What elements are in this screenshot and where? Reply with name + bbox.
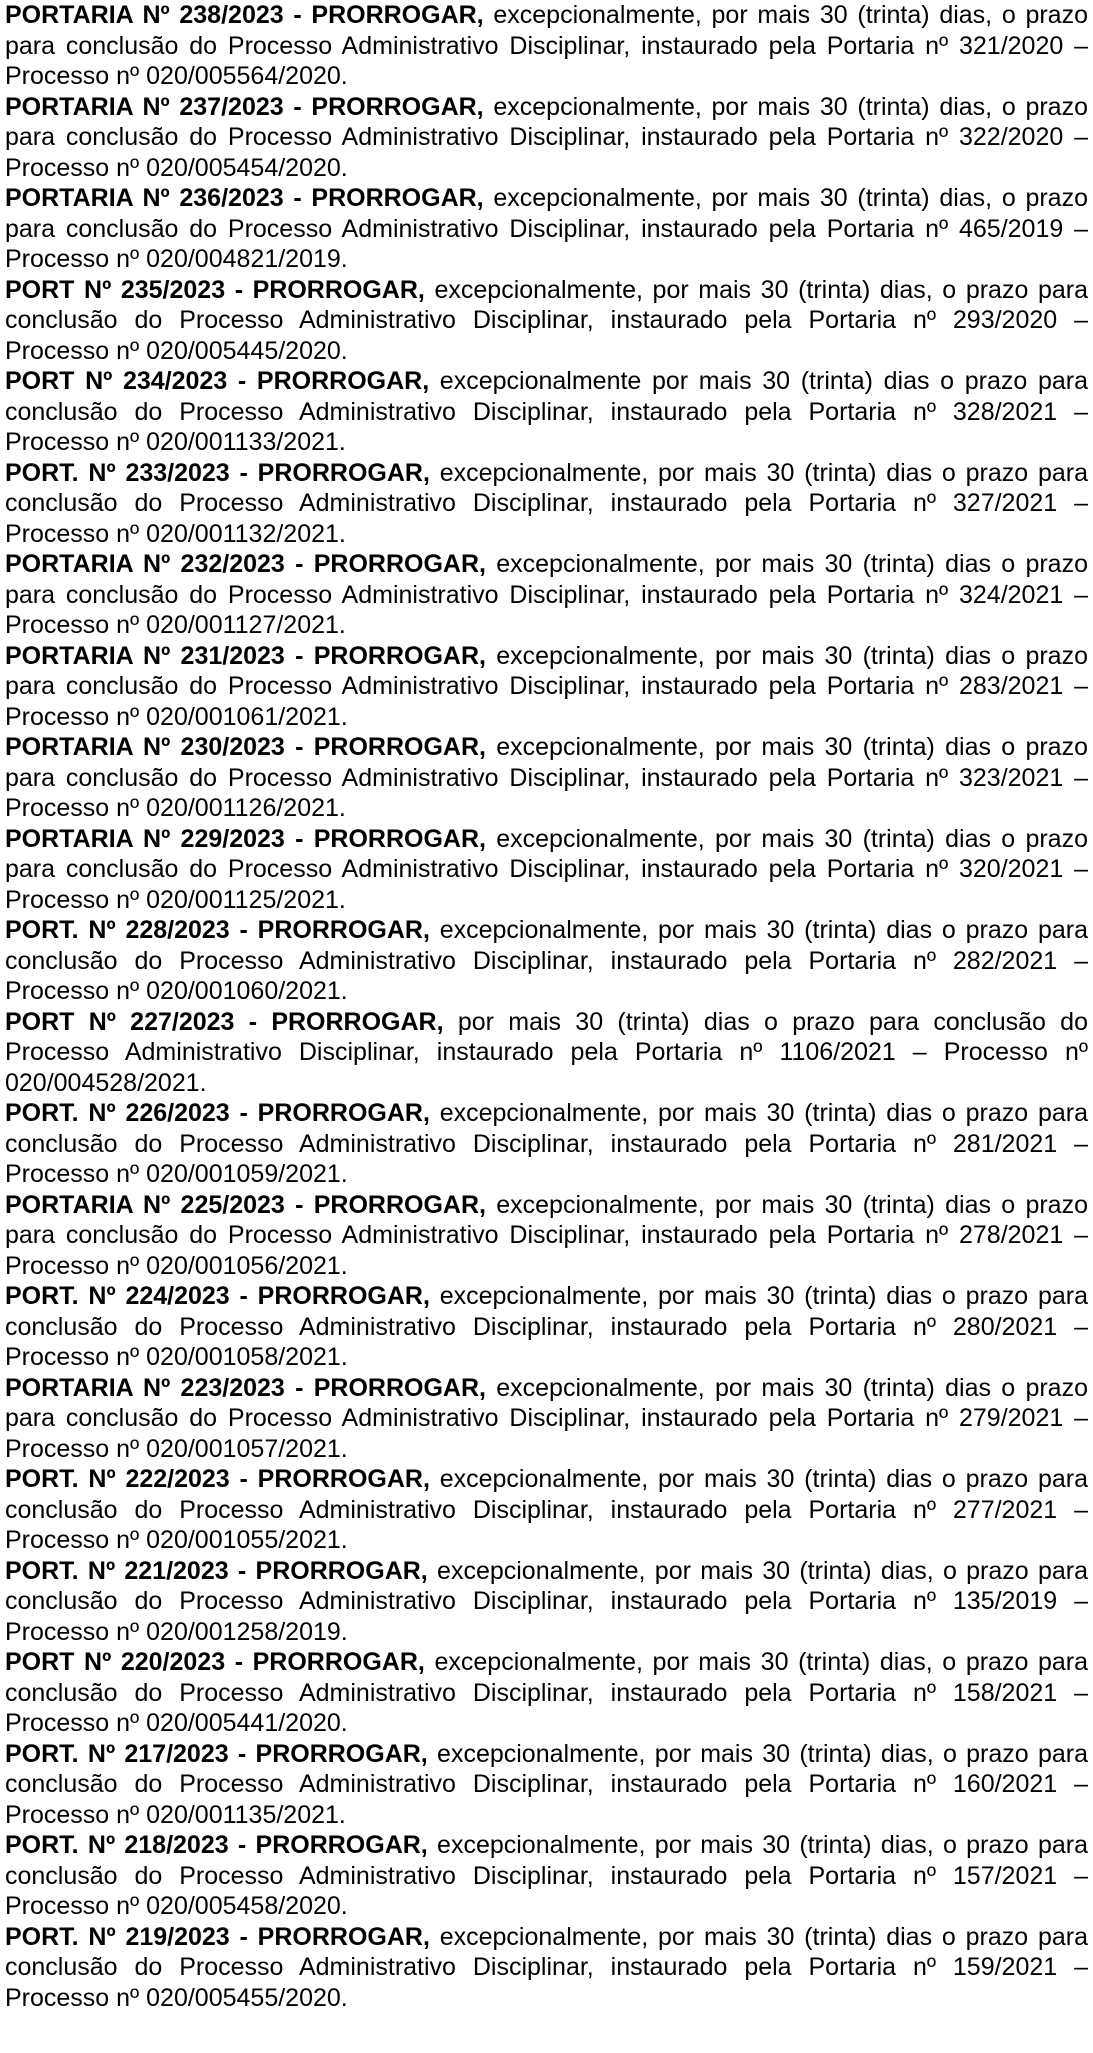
portaria-entry [5,1556,1088,1648]
portaria-body: excepcionalmente, por mais 30 (trinta) dias o prazo para conclusão do Processo Administrativo Disciplinar, instaurado pela Portaria nº 324/2021 – Processo nº 020/001127/2021. [5,550,1088,639]
portaria-body: excepcionalmente, por mais 30 (trinta) dias, o prazo para conclusão do Processo Administrativo Disciplinar, instaurado pela Portaria nº 321/2020 – Processo nº 020/005564/2020. [5,1,1088,90]
portaria-entry [5,1373,1088,1465]
portaria-body: excepcionalmente, por mais 30 (trinta) dias o prazo para conclusão do Processo Administrativo Disciplinar, instaurado pela Portaria nº 280/2021 – Processo nº 020/001058/2021. [5,1282,1089,1371]
portaria-title: PORT Nº 227/2023 - PRORROGAR, [5,1007,444,1036]
portaria-entry [5,1739,1088,1831]
portaria-title: PORT. Nº 217/2023 - PRORROGAR, [5,1739,428,1768]
portaria-title: PORT. Nº 218/2023 - PRORROGAR, [5,1831,428,1859]
portaria-title: PORT. Nº 219/2023 - PRORROGAR, [5,1922,430,1951]
portaria-body: excepcionalmente, por mais 30 (trinta) dias, o prazo para conclusão do Processo Administrativo Disciplinar, instaurado pela Portaria nº 293/2020 – Processo nº 020/005445/2020. [5,275,1088,365]
portaria-entry [5,0,1088,92]
portaria-body: excepcionalmente, por mais 30 (trinta) dias o prazo para conclusão do Processo Administrativo Disciplinar, instaurado pela Portaria nº 283/2021 – Processo nº 020/001061/2021. [5,641,1088,731]
portaria-entry [5,458,1088,550]
portaria-body: excepcionalmente, por mais 30 (trinta) dias o prazo para conclusão do Processo Administrativo Disciplinar, instaurado pela Portaria nº 277/2021 – Processo nº 020/001055/2021. [5,1465,1089,1554]
portaria-body: excepcionalmente, por mais 30 (trinta) dias o prazo para conclusão do Processo Administrativo Disciplinar, instaurado pela Portaria nº 323/2021 – Processo nº 020/001126/2021. [5,733,1088,822]
portaria-body: excepcionalmente, por mais 30 (trinta) dias o prazo para conclusão do Processo Administrativo Disciplinar, instaurado pela Portaria nº 327/2021 – Processo nº 020/001132/2021. [5,458,1089,548]
portaria-entry [5,1190,1088,1282]
portaria-body: excepcionalmente, por mais 30 (trinta) dias, o prazo para conclusão do Processo Administrativo Disciplinar, instaurado pela Portaria nº 157/2021 – Processo nº 020/005458/2020. [5,1831,1088,1920]
portaria-entry [5,1007,1088,1099]
portaria-title: PORTARIA Nº 237/2023 - PRORROGAR, [5,92,484,121]
portaria-entry [5,183,1088,275]
portaria-title: PORT. Nº 224/2023 - PRORROGAR, [5,1282,430,1310]
portaria-body: excepcionalmente, por mais 30 (trinta) dias, o prazo para conclusão do Processo Administrativo Disciplinar, instaurado pela Portaria nº 322/2020 – Processo nº 020/005454/2020. [5,92,1088,182]
portaria-entry [5,92,1088,184]
portaria-entry [5,1281,1088,1373]
portaria-body: por mais 30 (trinta) dias o prazo para conclusão do Processo Administrativo Disciplinar, instaurado pela Portaria nº 1106/2021 – Processo nº 020/004528/2021. [5,1007,1088,1097]
portaria-title: PORT. Nº 226/2023 - PRORROGAR, [5,1099,430,1127]
portaria-title: PORT. Nº 228/2023 - PRORROGAR, [5,916,430,944]
portaria-entry [5,549,1088,641]
portaria-body: excepcionalmente, por mais 30 (trinta) dias o prazo para conclusão do Processo Administrativo Disciplinar, instaurado pela Portaria nº 281/2021 – Processo nº 020/001059/2021. [5,1099,1089,1188]
portaria-body: excepcionalmente, por mais 30 (trinta) dias o prazo para conclusão do Processo Administrativo Disciplinar, instaurado pela Portaria nº 282/2021 – Processo nº 020/001060/2021. [5,916,1089,1005]
portaria-entry [5,275,1088,367]
portaria-entry [5,1464,1088,1556]
portaria-body: excepcionalmente, por mais 30 (trinta) dias, o prazo para conclusão do Processo Administrativo Disciplinar, instaurado pela Portaria nº 135/2019 – Processo nº 020/001258/2019. [5,1556,1088,1646]
portaria-entry [5,1830,1088,1922]
portaria-title: PORT. Nº 222/2023 - PRORROGAR, [5,1465,430,1493]
portaria-title: PORTARIA Nº 225/2023 - PRORROGAR, [5,1190,486,1219]
portaria-entry [5,1647,1088,1739]
portaria-title: PORTARIA Nº 236/2023 - PRORROGAR, [5,184,484,212]
portaria-body: excepcionalmente, por mais 30 (trinta) dias, o prazo para conclusão do Processo Administrativo Disciplinar, instaurado pela Portaria nº 465/2019 – Processo nº 020/004821/2019. [5,184,1088,273]
portaria-body: excepcionalmente, por mais 30 (trinta) dias, o prazo para conclusão do Processo Administrativo Disciplinar, instaurado pela Portaria nº 160/2021 – Processo nº 020/001135/2021. [5,1739,1088,1829]
portaria-entry [5,1922,1088,2014]
portaria-entry [5,732,1088,824]
portaria-title: PORT. Nº 221/2023 - PRORROGAR, [5,1556,428,1585]
portaria-title: PORT. Nº 233/2023 - PRORROGAR, [5,458,430,487]
portaria-body: excepcionalmente, por mais 30 (trinta) dias, o prazo para conclusão do Processo Administrativo Disciplinar, instaurado pela Portaria nº 158/2021 – Processo nº 020/005441/2020. [5,1648,1088,1737]
portaria-title: PORTARIA Nº 238/2023 - PRORROGAR, [5,1,484,29]
portaria-title: PORT Nº 235/2023 - PRORROGAR, [5,275,425,304]
portaria-title: PORT Nº 220/2023 - PRORROGAR, [5,1648,425,1676]
portaria-title: PORTARIA Nº 223/2023 - PRORROGAR, [5,1373,486,1402]
portaria-body: excepcionalmente, por mais 30 (trinta) dias o prazo para conclusão do Processo Administrativo Disciplinar, instaurado pela Portaria nº 279/2021 – Processo nº 020/001057/2021. [5,1373,1088,1463]
portaria-entry [5,366,1088,458]
portaria-body: excepcionalmente, por mais 30 (trinta) dias o prazo para conclusão do Processo Administrativo Disciplinar, instaurado pela Portaria nº 320/2021 – Processo nº 020/001125/2021. [5,824,1088,914]
portaria-body: excepcionalmente, por mais 30 (trinta) dias o prazo para conclusão do Processo Administrativo Disciplinar, instaurado pela Portaria nº 278/2021 – Processo nº 020/001056/2021. [5,1190,1088,1280]
portaria-title: PORTARIA Nº 232/2023 - PRORROGAR, [5,550,486,578]
portaria-body: excepcionalmente por mais 30 (trinta) dias o prazo para conclusão do Processo Administrativo Disciplinar, instaurado pela Portaria nº 328/2021 – Processo nº 020/001133/2021. [5,367,1088,456]
portaria-entry [5,915,1088,1007]
portaria-title: PORTARIA Nº 229/2023 - PRORROGAR, [5,824,486,853]
portaria-title: PORTARIA Nº 231/2023 - PRORROGAR, [5,641,486,670]
portaria-entry [5,641,1088,733]
portaria-body: excepcionalmente, por mais 30 (trinta) dias o prazo para conclusão do Processo Administrativo Disciplinar, instaurado pela Portaria nº 159/2021 – Processo nº 020/005455/2020. [5,1922,1089,2012]
portaria-entry [5,1098,1088,1190]
portaria-title: PORTARIA Nº 230/2023 - PRORROGAR, [5,733,486,761]
portaria-title: PORT Nº 234/2023 - PRORROGAR, [5,367,430,395]
portaria-entry [5,824,1088,916]
